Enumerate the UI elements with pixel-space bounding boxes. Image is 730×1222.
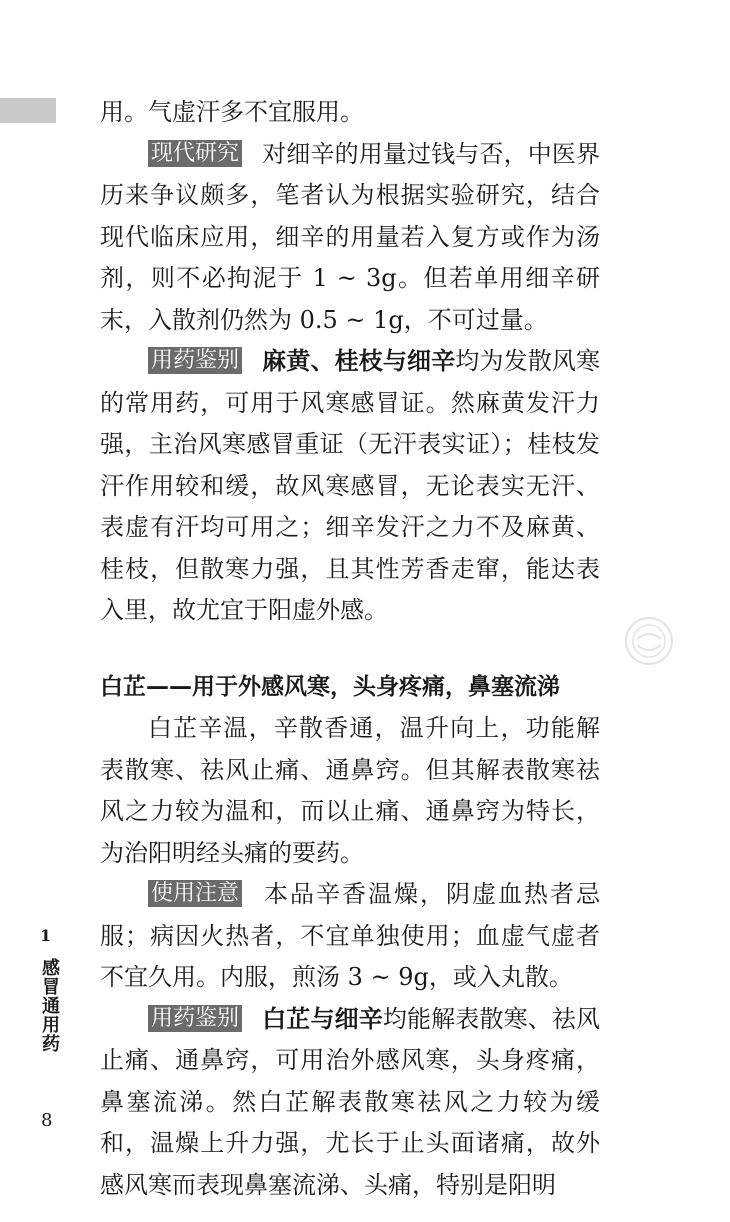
paragraph-continuation: 用。气虚汗多不宜服用。 xyxy=(100,98,364,126)
label-modern-research: 现代研究 xyxy=(148,140,242,167)
page-body xyxy=(100,92,600,1206)
page-number: 8 xyxy=(41,1110,53,1131)
paragraph-usage-notes xyxy=(100,874,600,999)
paragraph-baizhi-intro: 白芷辛温，辛散香通，温升向上，功能解表散寒、祛风止痛、通鼻窍。但其解表散寒祛风之力较为温和，而以止痛、通鼻窍为特长，为治阳明经头痛的要药。 xyxy=(100,714,600,867)
chapter-number: 1 xyxy=(40,926,52,945)
paragraph-drug-comparison-2 xyxy=(100,999,600,1207)
chapter-title: 感冒通用药 xyxy=(39,958,60,1053)
seal-watermark-icon xyxy=(623,615,675,667)
text-drug-comparison-1: 均为发散风寒的常用药，可用于风寒感冒证。然麻黄发汗力强，主治风寒感冒重证（无汗表实证）；桂枝发汗作用较和缓，故风寒感冒，无论表实无汗、表虚有汗均可用之；细辛发汗之力不及麻黄、桂枝，但散寒力强，且其性芳香走窜，能达表入里，故尤宜于阳虚外感。 xyxy=(100,347,601,624)
text-drug-comparison-2: 均能解表散寒、祛风止痛、通鼻窍，可用治外感风寒，头身疼痛，鼻塞流涕。然白芷解表散寒祛风之力较为缓和，温燥上升力强，尤长于止头面诸痛，故外感风寒而表现鼻塞流涕、头痛，特别是阳明 xyxy=(100,1004,601,1199)
page-edge-tab xyxy=(0,98,56,123)
paragraph-modern-research xyxy=(100,134,600,342)
bold-herb-names-1: 麻黄、桂枝与细辛 xyxy=(262,347,456,375)
section-heading-baizhi: 白芷——用于外感风寒，头身疼痛，鼻塞流涕 xyxy=(100,673,560,700)
label-drug-comparison-1: 用药鉴别 xyxy=(148,347,242,374)
bold-herb-names-2: 白芷与细辛 xyxy=(262,1004,383,1033)
label-usage-notes: 使用注意 xyxy=(148,880,242,907)
text-usage-notes: 本品辛香温燥，阴虚血热者忌服；病因火热者，不宜单独使用；血虚气虚者不宜久用。内服，煎汤 3 ~ 9g，或入丸散。 xyxy=(100,880,600,991)
label-drug-comparison-2: 用药鉴别 xyxy=(148,1005,242,1032)
text-modern-research: 对细辛的用量过钱与否，中医界历来争议颇多，笔者认为根据实验研究，结合现代临床应用，细辛的用量若入复方或作为汤剂，则不必拘泥于 1 ~ 3g。但若单用细辛研末，入散剂仍然为 0.5 ~ 1g，不可过量。 xyxy=(100,139,600,334)
paragraph-drug-comparison-1 xyxy=(100,341,600,632)
